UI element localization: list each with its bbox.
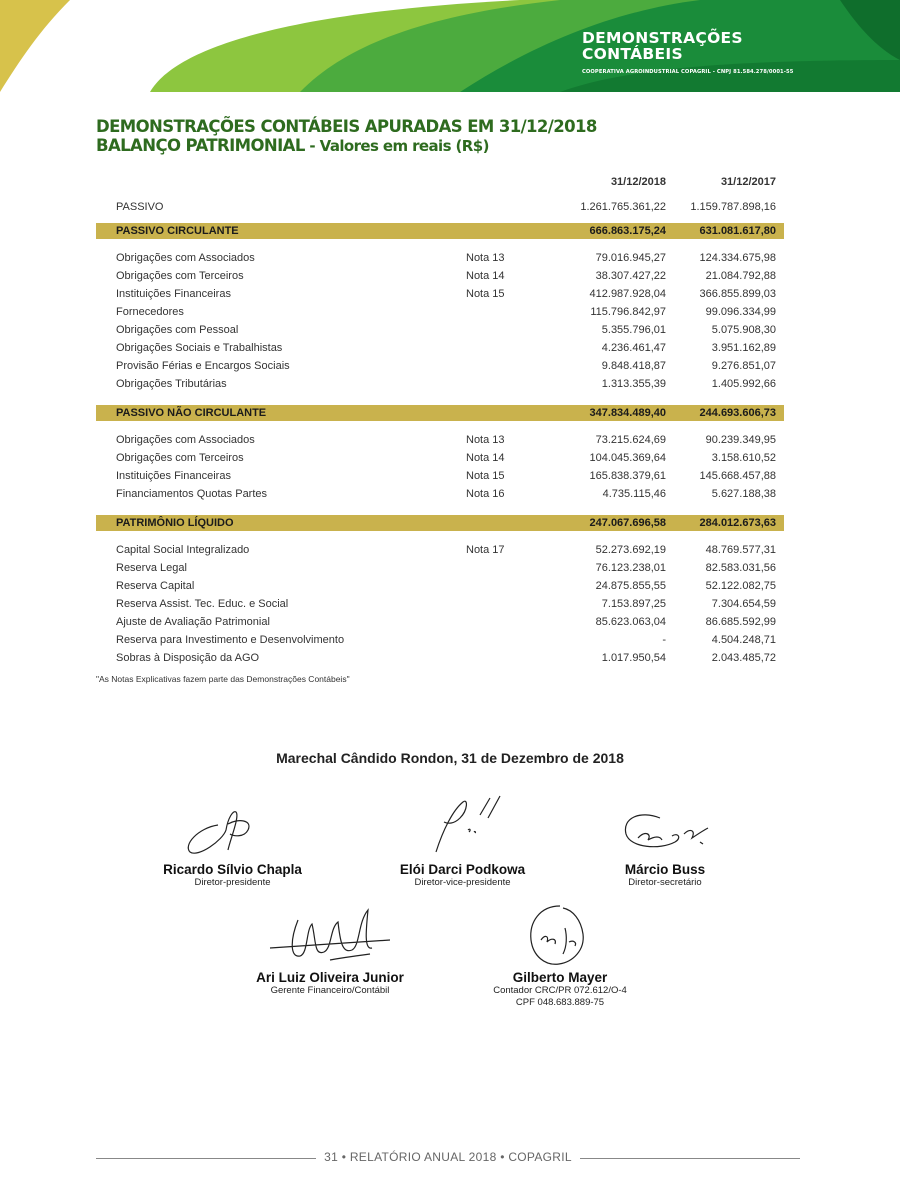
signer-name: Ricardo Sílvio Chapla [163, 862, 302, 877]
value-2018: 1.017.950,54 [601, 652, 666, 664]
signature-block [380, 790, 545, 889]
section-label: PASSIVO NÃO CIRCULANTE [116, 407, 267, 419]
signer-role: Gerente Financeiro/Contábil [270, 985, 390, 996]
value-2018: 104.045.369,64 [589, 452, 666, 464]
column-header-2017: 31/12/2017 [720, 176, 776, 188]
title-line2 [96, 136, 597, 156]
value-2018: 412.987.928,04 [589, 288, 666, 300]
section-header-row [96, 515, 784, 531]
table-row [96, 541, 784, 559]
row-label: Instituições Financeiras [116, 470, 231, 482]
signer-role-secondary: CPF 048.683.889-75 [515, 997, 605, 1008]
table-row [96, 467, 784, 485]
title-balance: BALANÇO PATRIMONIAL [96, 136, 305, 155]
value-2018: 1.313.355,39 [601, 378, 666, 390]
row-label: Reserva Assist. Tec. Educ. e Social [116, 598, 289, 610]
section-title-line2: CONTÁBEIS [582, 45, 683, 63]
row-note: Nota 13 [466, 252, 505, 264]
table-row [96, 595, 784, 613]
signer-name: Ari Luiz Oliveira Junior [256, 970, 404, 985]
row-note: Nota 15 [466, 470, 505, 482]
row-label: Instituições Financeiras [116, 288, 231, 300]
row-label: Obrigações com Associados [116, 252, 255, 264]
value-2017: 1.405.992,66 [711, 378, 776, 390]
section-value-2018: 347.834.489,40 [589, 407, 666, 419]
row-note: Nota 14 [466, 270, 505, 282]
row-note: Nota 14 [466, 452, 505, 464]
table-row [96, 577, 784, 595]
company-line: COOPERATIVA AGROINDUSTRIAL COPAGRIL - CNPJ 81.584.278/0001-55 [582, 69, 794, 75]
value-2018: 1.261.765.361,22 [580, 201, 666, 213]
value-2017: 5.075.908,30 [711, 324, 776, 336]
value-2018: 5.355.796,01 [601, 324, 666, 336]
signer-name: Gilberto Mayer [512, 970, 608, 985]
signer-role: Diretor-secretário [628, 877, 702, 888]
table-row [96, 339, 784, 357]
row-label: Provisão Férias e Encargos Sociais [116, 360, 290, 372]
row-label: Capital Social Integralizado [116, 544, 250, 556]
row-note: Nota 13 [466, 434, 505, 446]
row-label: Obrigações Sociais e Trabalhistas [116, 342, 283, 354]
handwritten-signature [260, 900, 400, 970]
signature-block [585, 800, 745, 889]
value-2018: 165.838.379,61 [589, 470, 666, 482]
table-row [96, 267, 784, 285]
section-value-2017: 244.693.606,73 [699, 407, 776, 419]
value-2018: 85.623.063,04 [595, 616, 666, 628]
value-2018: 76.123.238,01 [595, 562, 666, 574]
value-2018: 38.307.427,22 [595, 270, 666, 282]
row-note: Nota 17 [466, 544, 505, 556]
section-header-row [96, 405, 784, 421]
header-decoration [0, 0, 900, 92]
value-2017: 90.239.349,95 [705, 434, 776, 446]
row-label: Fornecedores [116, 306, 184, 318]
value-2017: 9.276.851,07 [711, 360, 776, 372]
page-title [96, 117, 597, 156]
signature-block [470, 900, 650, 1009]
signature-block [150, 800, 315, 889]
value-2017: 2.043.485,72 [711, 652, 776, 664]
section-value-2017: 284.012.673,63 [699, 517, 776, 529]
section-value-2017: 631.081.617,80 [699, 225, 776, 237]
table-row [96, 649, 784, 667]
row-label: Obrigações com Terceiros [116, 452, 244, 464]
row-label: Sobras à Disposição da AGO [116, 652, 260, 664]
row-note: Nota 15 [466, 288, 505, 300]
value-2018: 24.875.855,55 [595, 580, 666, 592]
value-2018: 9.848.418,87 [601, 360, 666, 372]
row-label: Reserva para Investimento e Desenvolvimento [116, 634, 345, 646]
value-2017: 1.159.787.898,16 [690, 201, 776, 213]
value-2018: 4.735.115,46 [602, 488, 666, 500]
header-banner [0, 0, 900, 92]
section-title [582, 30, 743, 62]
signer-name: Márcio Buss [624, 862, 706, 877]
value-2017: 21.084.792,88 [705, 270, 776, 282]
value-2017: 99.096.334,99 [705, 306, 776, 318]
value-2017: 52.122.082,75 [705, 580, 776, 592]
table-header-row [96, 173, 784, 191]
section-header-row [96, 223, 784, 239]
section-title-line1: DEMONSTRAÇÕES [582, 29, 743, 47]
signer-role: Contador CRC/PR 072.612/O-4 [493, 985, 627, 996]
row-label: Ajuste de Avaliação Patrimonial [116, 616, 270, 628]
value-2017: 145.668.457,88 [699, 470, 776, 482]
table-row [96, 285, 784, 303]
row-label: Financiamentos Quotas Partes [116, 488, 268, 500]
section-label: PASSIVO CIRCULANTE [116, 225, 239, 237]
value-2018: 7.153.897,25 [601, 598, 666, 610]
value-2017: 82.583.031,56 [705, 562, 776, 574]
table-row [96, 249, 784, 267]
row-label: Reserva Capital [116, 580, 195, 592]
place-date: Marechal Cândido Rondon, 31 de Dezembro de 2018 [276, 750, 624, 766]
signature-block [240, 900, 420, 997]
section-value-2018: 247.067.696,58 [589, 517, 666, 529]
section-label: PATRIMÔNIO LÍQUIDO [116, 517, 234, 529]
table-row [96, 431, 784, 449]
value-2017: 48.769.577,31 [705, 544, 776, 556]
title-line1: DEMONSTRAÇÕES CONTÁBEIS APURADAS EM 31/12/2018 [96, 117, 597, 136]
table-row [96, 375, 784, 393]
row-label: Reserva Legal [116, 562, 187, 574]
value-2017: 5.627.188,38 [711, 488, 776, 500]
row-label: Obrigações Tributárias [116, 378, 227, 390]
footnote: "As Notas Explicativas fazem parte das Demonstrações Contábeis" [96, 674, 350, 684]
table-row [96, 613, 784, 631]
row-label: Obrigações com Terceiros [116, 270, 244, 282]
section-value-2018: 666.863.175,24 [589, 225, 666, 237]
value-2017: 3.951.162,89 [711, 342, 776, 354]
value-2018: 73.215.624,69 [595, 434, 666, 446]
handwritten-signature [600, 800, 730, 862]
table-row [96, 449, 784, 467]
value-2017: 3.158.610,52 [711, 452, 776, 464]
value-2017: 4.504.248,71 [711, 634, 776, 646]
handwritten-signature [408, 790, 518, 862]
table-row [96, 631, 784, 649]
value-2018: 115.796.842,97 [590, 306, 666, 318]
row-note: Nota 16 [466, 488, 505, 500]
table-row [96, 357, 784, 375]
row-label: Obrigações com Pessoal [116, 324, 239, 336]
handwritten-signature [515, 900, 605, 970]
passivo-total-row [96, 198, 784, 216]
value-2018: 52.273.692,19 [595, 544, 666, 556]
table-row [96, 485, 784, 503]
handwritten-signature [178, 800, 288, 862]
table-row [96, 559, 784, 577]
column-header-2018: 31/12/2018 [610, 176, 666, 188]
footer-text-wrap [96, 1150, 800, 1164]
value-2017: 86.685.592,99 [705, 616, 776, 628]
title-units: - Valores em reais (R$) [304, 137, 489, 155]
value-2018: 79.016.945,27 [595, 252, 666, 264]
table-row [96, 321, 784, 339]
row-label: Obrigações com Associados [116, 434, 255, 446]
page-footer [96, 1150, 800, 1170]
value-2018: 4.236.461,47 [601, 342, 666, 354]
value-2017: 124.334.675,98 [699, 252, 776, 264]
value-2018: - [662, 634, 666, 646]
footer-text: 31 • RELATÓRIO ANUAL 2018 • COPAGRIL [316, 1150, 580, 1164]
signer-name: Elói Darci Podkowa [399, 862, 526, 877]
table-row [96, 303, 784, 321]
row-label: PASSIVO [116, 201, 164, 213]
value-2017: 366.855.899,03 [699, 288, 776, 300]
signer-role: Diretor-presidente [194, 877, 271, 888]
value-2017: 7.304.654,59 [711, 598, 776, 610]
signer-role: Diretor-vice-presidente [414, 877, 511, 888]
